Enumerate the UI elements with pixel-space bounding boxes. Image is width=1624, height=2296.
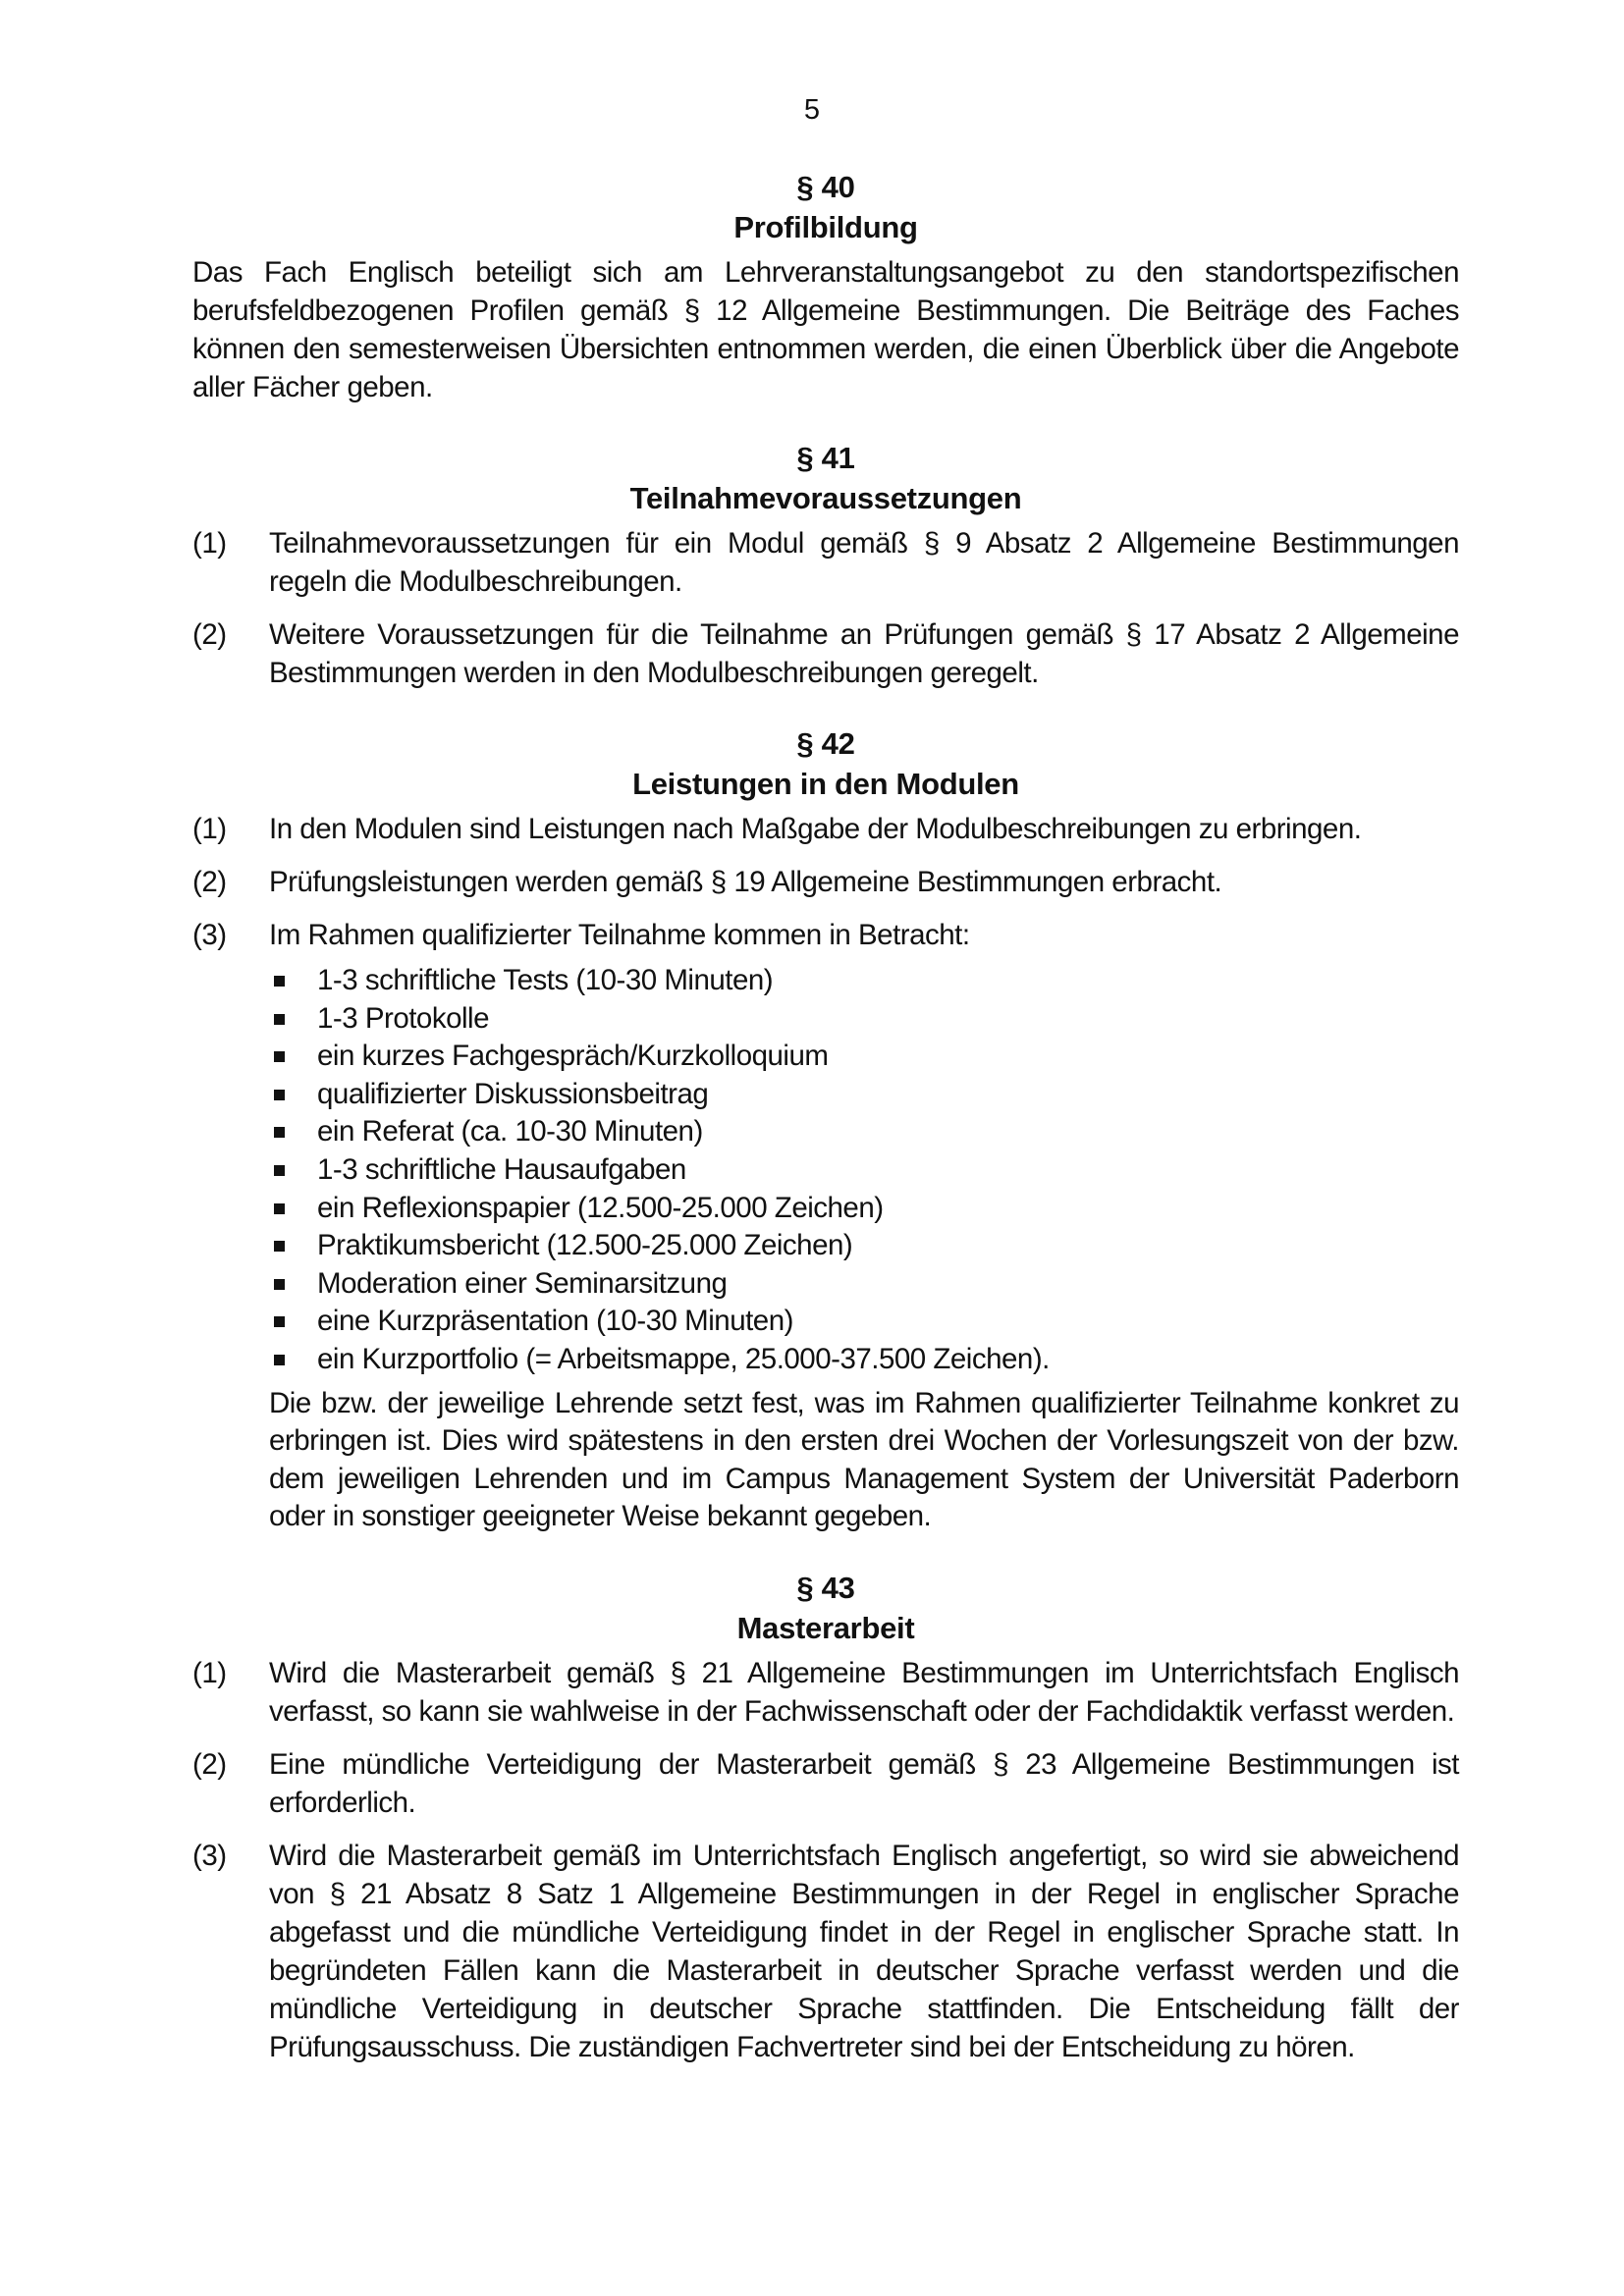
square-bullet-icon [274,976,285,987]
numbered-item [192,1745,1459,1822]
section-43 [192,1568,1459,2066]
section-number: § 42 [796,726,855,761]
item-number: (2) [192,866,227,898]
bullet-item [269,962,1459,1000]
numbered-list [192,524,1459,692]
bullet-text: 1-3 schriftliche Tests (10-30 Minuten) [317,964,774,996]
bullet-text: ein Kurzportfolio (= Arbeitsmappe, 25.000-37.500 Zeichen). [317,1342,1050,1375]
square-bullet-icon [274,1241,285,1252]
section-title: Profilbildung [733,210,918,244]
numbered-item [192,524,1459,601]
bullet-item [269,1076,1459,1114]
section-title: Leistungen in den Modulen [632,767,1019,801]
bullet-item [269,1151,1459,1190]
item-text: Prüfungsleistungen werden gemäß § 19 Allgemeine Bestimmungen erbracht. [269,866,1222,898]
document-body [192,167,1459,2066]
item-text: Wird die Masterarbeit gemäß § 21 Allgemeine Bestimmungen im Unterrichtsfach Englisch verfasst, so kann sie wahlweise in der Fachwissenschaft oder der Fachdidaktik verfasst werden. [269,1656,1459,1728]
page-number: 5 [803,94,821,126]
section-41 [192,438,1459,692]
item-number: (3) [192,919,227,951]
section-40 [192,167,1459,406]
square-bullet-icon [274,1279,285,1290]
item-text: Eine mündliche Verteidigung der Masterarbeit gemäß § 23 Allgemeine Bestimmungen ist erforderlich. [269,1747,1459,1819]
bullet-item [269,1113,1459,1151]
square-bullet-icon [274,1355,285,1365]
numbered-item [192,1837,1459,2066]
section-heading [192,723,1459,804]
item-text: Teilnahmevoraussetzungen für ein Modul gemäß § 9 Absatz 2 Allgemeine Bestimmungen regeln die Modulbeschreibungen. [269,527,1459,598]
numbered-item [192,916,1459,1536]
square-bullet-icon [274,1090,285,1100]
section-heading [192,438,1459,518]
section-title: Masterarbeit [736,1610,915,1645]
item-number: (2) [192,618,227,651]
numbered-list [192,810,1459,1536]
bullet-text: qualifizierter Diskussionsbeitrag [317,1077,709,1110]
item-text: In den Modulen sind Leistungen nach Maßgabe der Modulbeschreibungen zu erbringen. [269,813,1362,845]
square-bullet-icon [274,1203,285,1214]
square-bullet-icon [274,1014,285,1025]
bullet-item [269,1265,1459,1304]
square-bullet-icon [274,1165,285,1176]
bullet-text: 1-3 schriftliche Hausaufgaben [317,1152,686,1186]
section-heading [192,167,1459,247]
item-text: Wird die Masterarbeit gemäß im Unterrichtsfach Englisch angefertigt, so wird sie abweichend von § 21 Absatz 8 Satz 1 Allgemeine Bestimmungen in der Regel in englischer Sprache abgefasst und die mündliche Verteidigung findet in der Regel in englischer Sprache statt. In begründeten Fällen kann die Masterarbeit in deutscher Sprache verfasst werden und die mündliche Verteidigung in deutscher Sprache stattfinden. Die Entscheidung fällt der Prüfungsausschuss. Die zuständigen Fachvertreter sind bei der Entscheidung zu hören. [269,1839,1459,2063]
section-number: § 43 [796,1570,855,1605]
bullet-list [269,962,1459,1379]
item-number: (1) [192,527,227,560]
item-content [269,916,1459,1536]
section-paragraph: Das Fach Englisch beteiligt sich am Lehrveranstaltungsangebot zu den standortspezifischen berufsfeldbezogenen Profilen gemäß § 12 Allgemeine Bestimmungen. Die Beiträge des Faches können den semesterweisen Übersichten entnommen werden, die einen Überblick über die Angebote aller Fächer geben. [192,256,1459,403]
numbered-list [192,1654,1459,2066]
square-bullet-icon [274,1051,285,1062]
bullet-item [269,1000,1459,1039]
section-42 [192,723,1459,1536]
item-number: (1) [192,1656,227,1689]
section-title: Teilnahmevoraussetzungen [629,481,1022,515]
item-number: (1) [192,813,227,845]
square-bullet-icon [274,1127,285,1138]
bullet-text: eine Kurzpräsentation (10-30 Minuten) [317,1305,793,1338]
bullet-item [269,1227,1459,1265]
section-number: § 40 [796,170,855,204]
bullet-item [269,1303,1459,1341]
item-note: Die bzw. der jeweilige Lehrende setzt fest, was im Rahmen qualifizierter Teilnahme konkret zu erbringen ist. Dies wird spätestens in den ersten drei Wochen der Vorlesungszeit von der bzw. dem jeweiligen Lehrenden und im Campus Management System der Universität Paderborn oder in sonstiger geeigneter Weise bekannt gegeben. [269,1386,1459,1533]
bullet-item [269,1341,1459,1379]
numbered-item [192,863,1459,901]
bullet-text: ein Referat (ca. 10-30 Minuten) [317,1115,703,1148]
bullet-text: Moderation einer Seminarsitzung [317,1266,728,1300]
numbered-item [192,810,1459,848]
bullet-text: ein kurzes Fachgespräch/Kurzkolloquium [317,1040,829,1073]
bullet-text: Praktikumsbericht (12.500-25.000 Zeichen) [317,1229,853,1262]
bullet-text: ein Reflexionspapier (12.500-25.000 Zeichen) [317,1191,884,1224]
item-text: Im Rahmen qualifizierter Teilnahme kommen in Betracht: [269,919,970,951]
numbered-item [192,1654,1459,1731]
bullet-item [269,1190,1459,1228]
item-number: (2) [192,1747,227,1781]
numbered-item [192,615,1459,692]
bullet-item [269,1038,1459,1076]
item-text: Weitere Voraussetzungen für die Teilnahme an Prüfungen gemäß § 17 Absatz 2 Allgemeine Bestimmungen werden in den Modulbeschreibungen geregelt. [269,618,1459,689]
bullet-text: 1-3 Protokolle [317,1001,490,1035]
square-bullet-icon [274,1316,285,1327]
item-number: (3) [192,1839,227,1872]
section-heading [192,1568,1459,1648]
section-number: § 41 [796,441,855,475]
